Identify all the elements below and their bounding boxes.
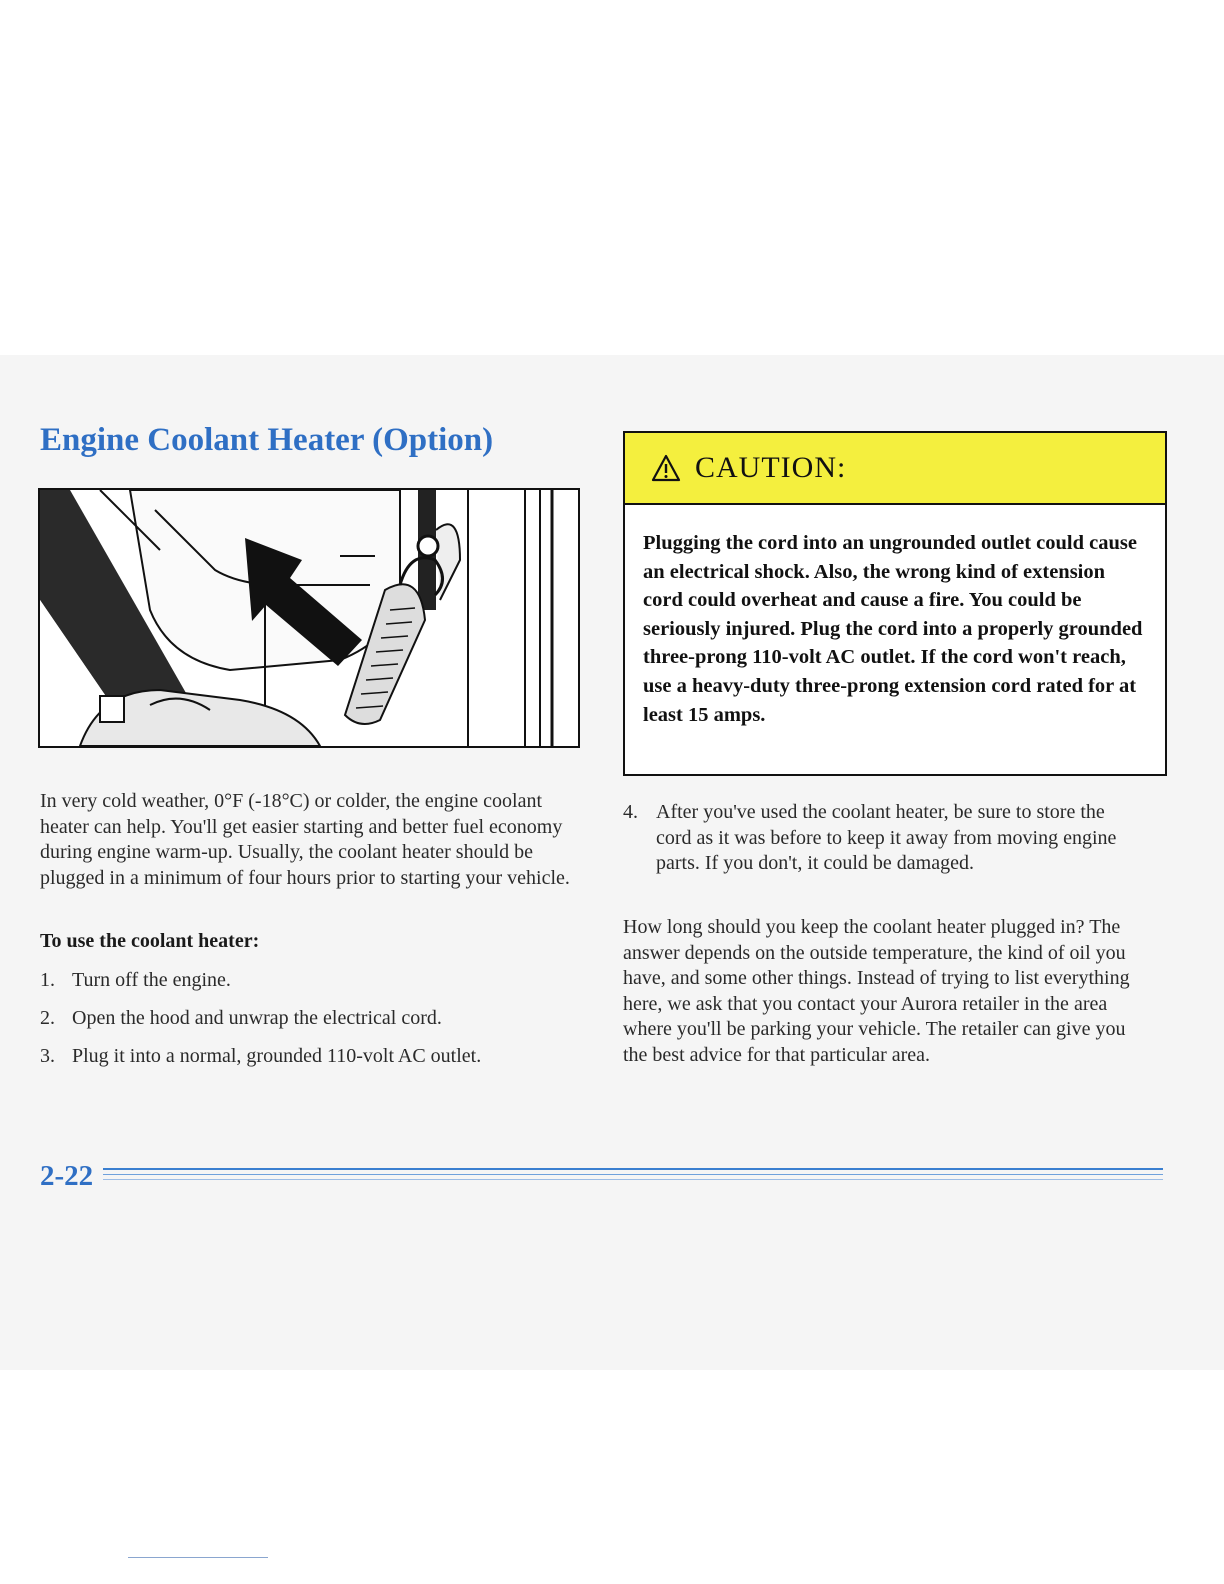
steps-heading: To use the coolant heater: [40,930,260,952]
list-item [40,968,580,992]
caution-header [625,433,1165,505]
page-number: 2-22 [40,1160,94,1192]
list-item [623,800,1143,877]
advice-paragraph: How long should you keep the coolant heater plugged in? The answer depends on the outside temperature, the kind of oil you have, and some other things. Instead of trying to list everything here, we ask that you contact your Aurora retailer in the area where you'll be parking your vehicle. The retailer can give you the best advice for that particular area. [623,916,1130,1066]
caution-label: CAUTION: [695,451,847,484]
steps-list-continued [623,800,1143,877]
step-number: 2. [40,1007,55,1029]
list-item [40,1006,580,1030]
step-text: Turn off the engine. [72,969,231,991]
page-title: Engine Coolant Heater (Option) [40,422,494,458]
step-number: 1. [40,969,55,991]
steps-list [40,968,580,1082]
step-number: 4. [623,801,638,823]
step-text: Plug it into a normal, grounded 110-volt AC outlet. [72,1045,482,1067]
warning-triangle-icon [651,454,681,482]
engine-drawing [40,490,578,746]
step-text: After you've used the coolant heater, be sure to store the cord as it was before to keep it away from moving engine parts. If you don't, it could be damaged. [656,801,1117,874]
step-number: 3. [40,1045,55,1067]
list-item [40,1044,580,1068]
caution-box [623,431,1167,776]
step-text: Open the hood and unwrap the electrical cord. [72,1007,442,1029]
intro-paragraph: In very cold weather, 0°F (-18°C) or colder, the engine coolant heater can help. You'll get easier starting and better fuel economy during engine warm-up. Usually, the coolant heater should be plugged in a minimum of four hours prior to starting your vehicle. [40,790,570,889]
footer-rule [103,1168,1163,1188]
engine-illustration [38,488,580,748]
caution-text: Plugging the cord into an ungrounded outlet could cause an electrical shock. Also, the wrong kind of extension cord could overheat and cause a fire. You could be seriously injured. Plug the cord into a properly grounded three-prong 110-volt AC outlet. If the cord won't reach, use a heavy-duty three-prong extension cord rated for at least 15 amps. [643,532,1143,726]
divider [128,1557,268,1558]
